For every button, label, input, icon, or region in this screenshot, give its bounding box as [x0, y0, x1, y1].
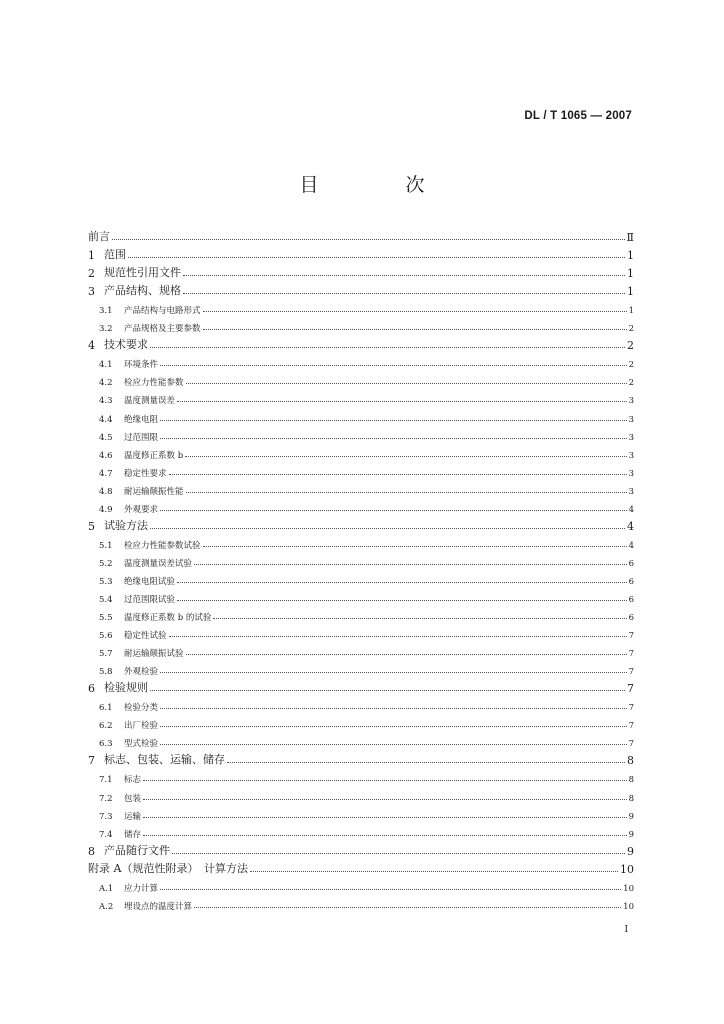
toc-entry-label: 范围 [104, 248, 126, 262]
toc-dot-leader [160, 889, 621, 890]
toc-entry-label: 储存 [124, 829, 142, 840]
toc-dot-leader [143, 835, 627, 836]
toc-entry[interactable] [88, 876, 634, 894]
toc-entry[interactable] [88, 587, 634, 605]
toc-entry-page: 4 [628, 540, 634, 551]
toc-entry-label: 产品随行文件 [104, 843, 170, 857]
toc-dot-leader [160, 420, 627, 421]
toc-entry-label: 产品规格及主要参数 [124, 324, 201, 335]
toc-entry-label: 技术要求 [104, 338, 148, 352]
toc-entry-page: 10 [623, 883, 634, 894]
toc-entry-number: 5.7 [99, 649, 113, 660]
toc-entry[interactable] [88, 785, 634, 803]
toc-entry[interactable] [88, 316, 634, 334]
toc-dot-leader [160, 726, 627, 727]
toc-entry-number: 4.8 [99, 486, 113, 497]
toc-entry[interactable] [88, 822, 634, 840]
toc-dot-leader [172, 853, 625, 854]
toc-entry-number: 7 [88, 754, 95, 768]
toc-entry-page: 7 [628, 739, 634, 750]
toc-entry[interactable] [88, 443, 634, 461]
toc-entry-number: 4.1 [99, 360, 113, 371]
toc-entry-number: 4.3 [99, 396, 113, 407]
toc-entry-number: 4 [88, 339, 95, 353]
toc-entry-number: 2 [88, 267, 95, 281]
toc-dot-leader [203, 329, 627, 330]
toc-entry[interactable] [88, 569, 634, 587]
toc-entry[interactable] [88, 425, 634, 443]
toc-entry-number: 5.5 [99, 613, 113, 624]
toc-dot-leader [177, 600, 627, 601]
toc-entry[interactable] [88, 533, 634, 551]
toc-entry[interactable] [88, 695, 634, 713]
toc-entry-number: 5.4 [99, 594, 113, 605]
toc-entry[interactable] [88, 605, 634, 623]
toc-entry-label: 出厂检验 [124, 721, 159, 732]
toc-entry-page: 1 [627, 285, 634, 299]
toc-entry-label: 检应力性能参数 [124, 378, 184, 389]
toc-entry-number: 3.2 [99, 324, 113, 335]
toc-entry[interactable] [88, 894, 634, 912]
toc-entry[interactable] [88, 677, 634, 695]
toc-entry-label: 过范围限试验 [124, 594, 176, 605]
toc-dot-leader [194, 907, 621, 908]
toc-entry-page: 4 [628, 504, 634, 515]
toc-entry-number: 3.1 [99, 306, 113, 317]
toc-entry-page: 1 [627, 249, 634, 263]
toc-entry[interactable] [88, 497, 634, 515]
toc-entry-number: 5.8 [99, 667, 113, 678]
toc-entry-page: 8 [628, 775, 634, 786]
toc-entry-page: 3 [628, 468, 634, 479]
toc-entry-page: 2 [628, 378, 634, 389]
standard-number: DL / T 1065 — 2007 [524, 110, 632, 122]
toc-entry-number: A.1 [99, 883, 114, 894]
toc-entry-page: 7 [628, 649, 634, 660]
toc-entry-label: 前言 [88, 230, 110, 244]
toc-entry[interactable] [88, 262, 634, 280]
toc-entry-page: 8 [627, 754, 634, 768]
toc-entry-page: 1 [627, 267, 634, 281]
toc-entry[interactable] [88, 659, 634, 677]
toc-entry-number: 7.1 [99, 775, 113, 786]
toc-dot-leader [183, 275, 625, 276]
toc-entry-label: 产品结构与电路形式 [124, 306, 201, 317]
toc-entry-page: 10 [623, 901, 634, 912]
toc-dot-leader [203, 311, 627, 312]
toc-entry[interactable] [88, 623, 634, 641]
toc-entry-number: 3 [88, 285, 95, 299]
toc-entry-label: 稳定性要求 [124, 468, 167, 479]
toc-entry[interactable] [88, 388, 634, 406]
toc-entry-page: 7 [628, 667, 634, 678]
toc-dot-leader [169, 636, 627, 637]
toc-entry-label: 包装 [124, 793, 142, 804]
toc-dot-leader [112, 239, 625, 240]
toc-entry-label: 过范围限 [124, 432, 159, 443]
toc-entry[interactable] [88, 370, 634, 388]
toc-entry-number: 5.2 [99, 558, 113, 569]
toc-entry-label: 绝缘电阻试验 [124, 576, 176, 587]
toc-entry-number: 5.6 [99, 631, 113, 642]
toc-dot-leader [177, 401, 627, 402]
toc-entry-number: A.2 [99, 901, 114, 912]
toc-entry-number: 4.5 [99, 432, 113, 443]
toc-dot-leader [160, 744, 627, 745]
toc-entry-label: 检应力性能参数试验 [124, 540, 201, 551]
toc-entry[interactable] [88, 858, 634, 876]
toc-dot-leader [143, 817, 627, 818]
toc-entry-label: 埋设点的温度计算 [124, 901, 193, 912]
toc-dot-leader [203, 546, 627, 547]
toc-entry-number: 1 [88, 249, 95, 263]
toc-entry-page: 3 [628, 432, 634, 443]
toc-entry[interactable] [88, 226, 634, 244]
toc-dot-leader [160, 510, 627, 511]
toc-entry[interactable] [88, 731, 634, 749]
toc-entry-page: 4 [627, 519, 634, 533]
toc-entry-label: 绝缘电阻 [124, 414, 159, 425]
toc-entry-page: 9 [627, 844, 634, 858]
toc-dot-leader [150, 528, 625, 529]
toc-entry-page: 6 [628, 613, 634, 624]
toc-entry-page: 6 [628, 558, 634, 569]
toc-dot-leader [183, 293, 625, 294]
toc-dot-leader [250, 871, 618, 872]
toc-entry[interactable] [88, 280, 634, 298]
toc-entry-number: 7.2 [99, 793, 113, 804]
toc-entry[interactable] [88, 767, 634, 785]
toc-entry-label: 温度修正系数 b [124, 450, 184, 461]
toc-entry-label: 环境条件 [124, 360, 159, 371]
toc-entry-number: 4.4 [99, 414, 113, 425]
toc-entry[interactable] [88, 244, 634, 262]
toc-entry-number: 4.2 [99, 378, 113, 389]
toc-entry-label: 检验分类 [124, 703, 159, 714]
toc-entry-page: 3 [628, 396, 634, 407]
toc-entry-page: 3 [628, 486, 634, 497]
toc-entry-label: 温度修正系数 b 的试验 [124, 613, 212, 624]
toc-entry-label: 标志 [124, 775, 142, 786]
toc-entry-number: 8 [88, 844, 95, 858]
toc-entry-page: 3 [628, 450, 634, 461]
toc-dot-leader [150, 690, 625, 691]
toc-entry-page: 10 [620, 862, 634, 876]
toc-entry-label: 应力计算 [124, 883, 159, 894]
toc-entry-label: 检验规则 [104, 681, 148, 695]
toc-entry-number: 6.1 [99, 703, 113, 714]
toc-entry-number: 6 [88, 682, 95, 696]
toc-entry[interactable] [88, 334, 634, 352]
toc-dot-leader [213, 618, 626, 619]
page-number: I [624, 925, 628, 935]
toc-entry-page: Ⅱ [626, 231, 634, 245]
toc-entry-label: 外观要求 [124, 504, 159, 515]
toc-entry-page: 7 [628, 721, 634, 732]
toc-entry-page: 9 [628, 811, 634, 822]
toc-entry-label: 耐运输颠振性能 [124, 486, 184, 497]
toc-dot-leader [186, 654, 627, 655]
toc-dot-leader [150, 347, 625, 348]
toc-entry-page: 2 [628, 324, 634, 335]
toc-entry[interactable] [88, 804, 634, 822]
toc-dot-leader [128, 257, 625, 258]
toc-dot-leader [143, 799, 627, 800]
toc-entry-page: 7 [628, 703, 634, 714]
toc-entry-page: 2 [627, 339, 634, 353]
toc-entry-number: 6.2 [99, 721, 113, 732]
toc-entry-label: 附录 A（规范性附录） 计算方法 [88, 861, 248, 875]
toc-entry-page: 6 [628, 594, 634, 605]
toc-entry-number: 4.6 [99, 450, 113, 461]
toc-entry-number: 4.9 [99, 504, 113, 515]
toc-dot-leader [169, 474, 627, 475]
toc-dot-leader [160, 672, 627, 673]
toc-entry[interactable] [88, 551, 634, 569]
toc-entry-page: 3 [628, 414, 634, 425]
toc-entry-page: 9 [628, 829, 634, 840]
toc-entry[interactable] [88, 515, 634, 533]
toc-dot-leader [160, 365, 627, 366]
toc-entry-number: 7.3 [99, 811, 113, 822]
toc-dot-leader [143, 780, 627, 781]
toc-entry-page: 1 [628, 306, 634, 317]
toc-entry-page: 7 [628, 631, 634, 642]
toc-entry-page: 6 [628, 576, 634, 587]
page-title: 目 次 [299, 174, 459, 196]
toc-entry[interactable] [88, 713, 634, 731]
toc-entry-page: 7 [627, 682, 634, 696]
toc-entry-label: 外观检验 [124, 667, 159, 678]
toc-entry[interactable] [88, 840, 634, 858]
toc-entry-label: 试验方法 [104, 518, 148, 532]
toc-entry-number: 5.3 [99, 576, 113, 587]
toc-entry[interactable] [88, 352, 634, 370]
toc-dot-leader [185, 456, 626, 457]
toc-dot-leader [194, 564, 627, 565]
toc-entry-label: 标志、包装、运输、储存 [104, 753, 225, 767]
toc-entry-number: 6.3 [99, 739, 113, 750]
toc-dot-leader [227, 762, 625, 763]
toc-entry[interactable] [88, 406, 634, 424]
toc-dot-leader [186, 383, 627, 384]
toc-entry-page: 2 [628, 360, 634, 371]
toc-entry[interactable] [88, 749, 634, 767]
toc-dot-leader [177, 582, 627, 583]
toc-entry-label: 温度测量误差 [124, 396, 176, 407]
toc-entry-label: 稳定性试验 [124, 631, 167, 642]
toc-entry-label: 温度测量误差试验 [124, 558, 193, 569]
toc-dot-leader [160, 708, 627, 709]
toc-entry-label: 产品结构、规格 [104, 284, 181, 298]
toc-entry[interactable] [88, 298, 634, 316]
toc-entry-page: 8 [628, 793, 634, 804]
toc-entry[interactable] [88, 461, 634, 479]
toc-dot-leader [186, 492, 627, 493]
toc-entry-number: 5 [88, 519, 95, 533]
toc-entry-label: 运输 [124, 811, 142, 822]
toc-entry-number: 5.1 [99, 540, 113, 551]
table-of-contents [88, 226, 634, 912]
toc-dot-leader [160, 438, 627, 439]
toc-entry-label: 耐运输颠振试验 [124, 649, 184, 660]
toc-entry-number: 4.7 [99, 468, 113, 479]
toc-entry-number: 7.4 [99, 829, 113, 840]
toc-entry[interactable] [88, 479, 634, 497]
toc-entry-label: 规范性引用文件 [104, 266, 181, 280]
toc-entry[interactable] [88, 641, 634, 659]
toc-entry-label: 型式检验 [124, 739, 159, 750]
